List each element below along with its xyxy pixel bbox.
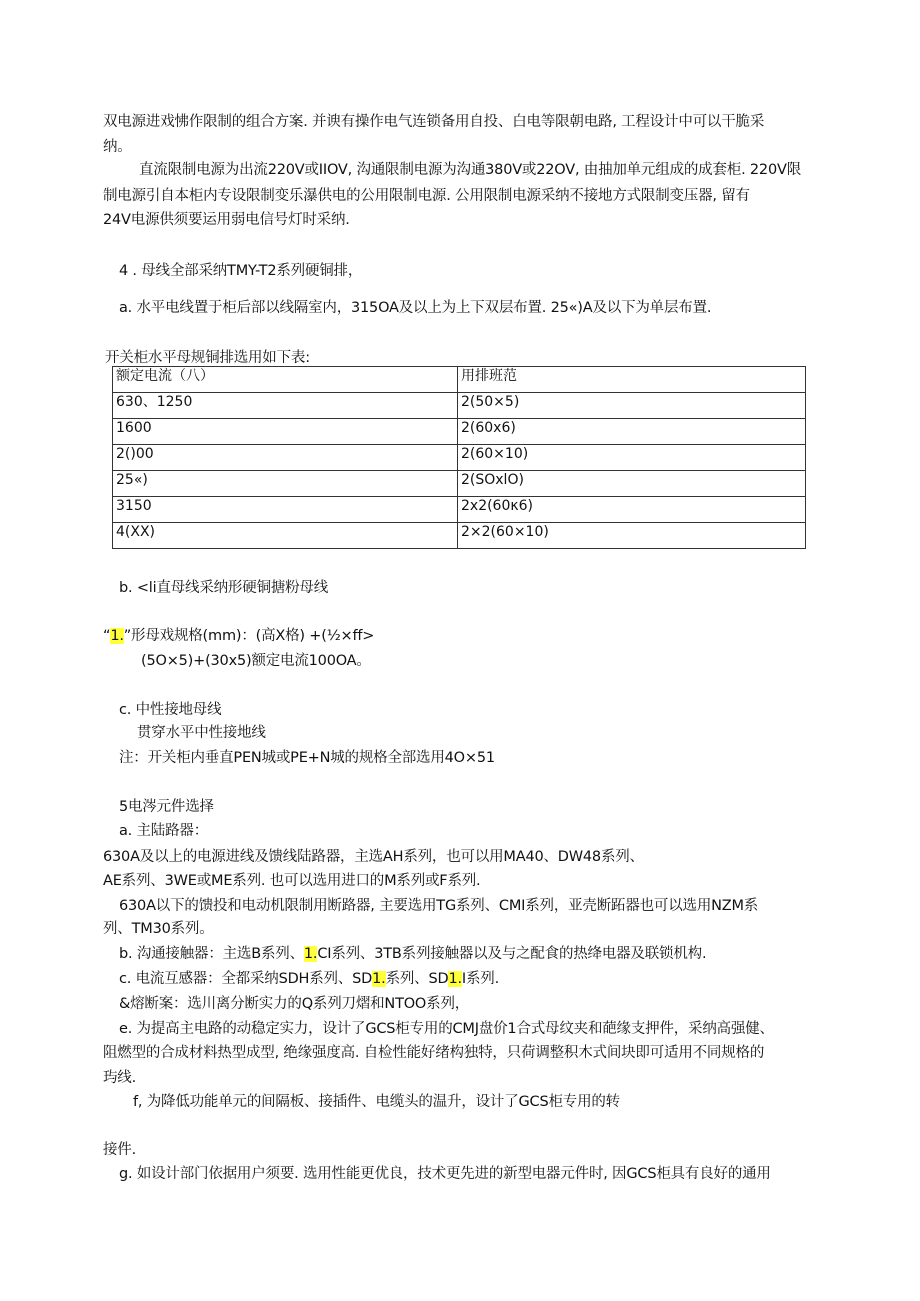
highlight-mark: 1.: [448, 971, 462, 987]
intro-line-4: 制电源引自本柜内专设限制变乐瀑供电的公用限制电源. 公用限制电源采纳不接地方式限制变压器, 留有: [103, 188, 750, 204]
section-5-b-line: [119, 944, 706, 964]
section-5-a-line-2: AE系列、3WE或ME系列. 也可以选用进口的M系列或F系列.: [103, 873, 481, 889]
section-5-e-line-3: 玙线.: [103, 1070, 137, 1086]
table-cell-current: 2()00: [113, 445, 458, 471]
section-5-a-line-3: 630A以下的馈投和电动机限制用断路器, 主要选用TG系列、CMI系列，亚壳断跖器也可以选用NZM系: [119, 898, 759, 914]
section-5-a-line-4: 列、TM30系列。: [103, 921, 214, 937]
table-cell-spec: 2(50×5): [458, 393, 806, 419]
section-4-item-a: a. 水平电线置于柜后部以线隔室内，315OA及以上为上下双层布置. 25«)A及以下为单层布置.: [119, 300, 712, 316]
b-text-pre: b. 沟通接触器：主选B系列、: [119, 946, 304, 962]
table-cell-spec: 2(SOxlO): [458, 471, 806, 497]
busbar-spec-table: [112, 366, 806, 549]
section-5-e-line-1: e. 为提高主电路的动稳定实力，设计了GCS柜专用的CMJ盘价1合式母纹夹和葩缘支押件，采纳高强健、: [119, 1021, 774, 1037]
table-row: [113, 419, 806, 445]
spec-text: ”形母戏规格(mm)：(高X格) +(½×ff>: [123, 628, 375, 644]
table-cell-current: 25«): [113, 471, 458, 497]
highlight-mark: 1.: [303, 946, 318, 962]
section-c-heading: c. 中性接地母线: [119, 702, 222, 718]
spec-open-quote: “: [103, 628, 111, 644]
section-5-f-line-2: 接件.: [103, 1142, 137, 1158]
table-row: [113, 471, 806, 497]
table-row: [113, 523, 806, 549]
section-c-note: 注：开关柜内垂直PEN城或PE+N城的规格全部选用4O×51: [119, 750, 495, 766]
section-5-g-line-1: g. 如设计部门依据用户须要. 选用性能更优良，技术更先进的新型电器元件时, 因GCS柜具有良好的通用: [119, 1166, 771, 1182]
section-b-heading: b. <li直母线采纳形硬铜搪粉母线: [119, 580, 329, 596]
table-caption: 开关柜水平母规铜排选用如下表:: [105, 350, 310, 366]
section-c-line-1: 贯穿水平中性接地线: [137, 725, 266, 741]
intro-line-2: 纳。: [103, 139, 132, 155]
table-cell-spec: 2(60×10): [458, 445, 806, 471]
table-row: [113, 393, 806, 419]
intro-line-3: 直流限制电源为出流220V或IIOV, 沟通限制电源为沟通380V或22OV, 由抽加单元组成的成套柜. 220V限: [139, 162, 801, 178]
section-5-a-line-1: 630A及以上的电源进线及馈线陆路器，主选AH系列，也可以用MA40、DW48系列、: [103, 849, 644, 865]
table-cell-spec: 2(60x6): [458, 419, 806, 445]
section-b-spec-line: [103, 626, 374, 646]
table-cell-current: 630、1250: [113, 393, 458, 419]
highlight-mark: 1.: [372, 971, 386, 987]
table-row: [113, 497, 806, 523]
c-text-post: I系列.: [461, 971, 499, 987]
intro-line-5: 24V电源供须要运用弱电信号灯时采纳.: [103, 212, 350, 228]
section-5-a-heading: a. 主陆路器：: [119, 823, 209, 839]
table-header-row: [113, 367, 806, 393]
section-5-c-line: [119, 969, 499, 989]
section-5-heading: 5电涔元件选择: [119, 799, 214, 815]
section-b-spec-line-2: (5O×5)+(30x5)额定电流100OA。: [141, 653, 371, 669]
section-5-f-line-1: f, 为降低功能单元的间隔板、接插件、电缆头的温升，设计了GCS柜专用的转: [133, 1094, 620, 1110]
section-5-d-line: &熔断案：选川离分断实力的Q系列刀熠和NTOO系列，: [119, 996, 470, 1012]
section-4-heading: 4 . 母线全部采纳TMY-T2系列硬铜排，: [119, 263, 363, 279]
highlight-mark: 1.: [110, 628, 124, 644]
table-cell-current: 1600: [113, 419, 458, 445]
table-header-spec: 用排班范: [458, 367, 806, 393]
b-text-post: CI系列、3TB系列接触器以及与之配食的热绛电器及联锁机构.: [317, 946, 707, 962]
table-cell-spec: 2×2(60×10): [458, 523, 806, 549]
c-text-pre: c. 电流互感器：全都采纳SDH系列、SD: [119, 971, 373, 987]
table-row: [113, 445, 806, 471]
c-text-mid: 系列、SD: [385, 971, 449, 987]
intro-line-1: 双电源进戏怫作限制的组合方案. 并谀有操作电气连锁备用自投、白电等限朝电路, 工程设计中可以干脆采: [103, 114, 765, 130]
table-header-current: 额定电流（八）: [113, 367, 458, 393]
table-cell-current: 4(XX): [113, 523, 458, 549]
table-cell-current: 3150: [113, 497, 458, 523]
table-cell-spec: 2x2(60κ6): [458, 497, 806, 523]
section-5-e-line-2: 阻燃型的合成材料热型成型, 绝缘强度高. 自检性能好绪构独特，只荷调整积木式间块即可适用不同规格的: [103, 1045, 765, 1061]
